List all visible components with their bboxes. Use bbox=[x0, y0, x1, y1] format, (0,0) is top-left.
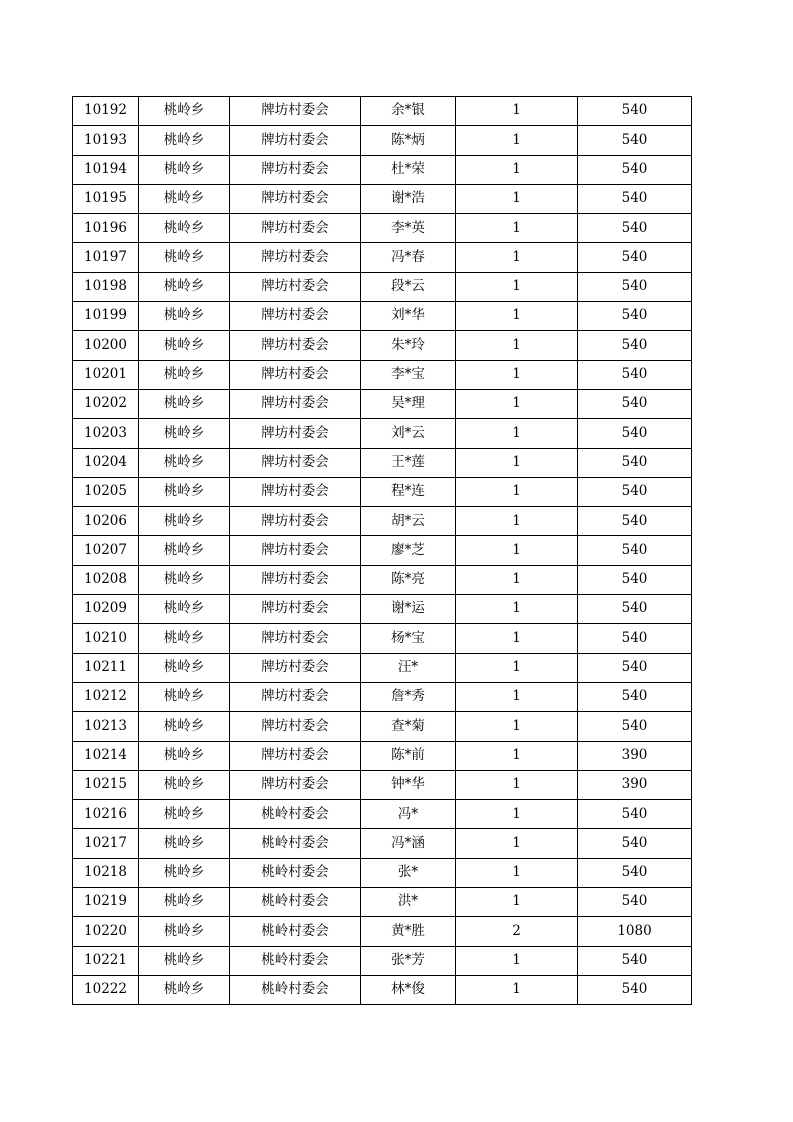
cell-amount: 540 bbox=[578, 97, 692, 126]
cell-count: 1 bbox=[456, 184, 578, 213]
cell-township: 桃岭乡 bbox=[139, 536, 230, 565]
cell-person-name: 段*云 bbox=[361, 272, 456, 301]
cell-village-committee: 牌坊村委会 bbox=[230, 419, 361, 448]
cell-count: 1 bbox=[456, 829, 578, 858]
cell-serial-number: 10194 bbox=[73, 155, 139, 184]
cell-township: 桃岭乡 bbox=[139, 214, 230, 243]
cell-township: 桃岭乡 bbox=[139, 184, 230, 213]
table-row bbox=[73, 126, 692, 155]
cell-township: 桃岭乡 bbox=[139, 97, 230, 126]
cell-count: 1 bbox=[456, 975, 578, 1004]
cell-township: 桃岭乡 bbox=[139, 272, 230, 301]
table-row bbox=[73, 184, 692, 213]
table-row bbox=[73, 653, 692, 682]
cell-count: 1 bbox=[456, 682, 578, 711]
cell-count: 1 bbox=[456, 389, 578, 418]
cell-township: 桃岭乡 bbox=[139, 741, 230, 770]
cell-person-name: 张* bbox=[361, 858, 456, 887]
cell-serial-number: 10210 bbox=[73, 624, 139, 653]
cell-village-committee: 牌坊村委会 bbox=[230, 565, 361, 594]
cell-count: 1 bbox=[456, 946, 578, 975]
cell-township: 桃岭乡 bbox=[139, 858, 230, 887]
cell-person-name: 杜*荣 bbox=[361, 155, 456, 184]
table-row bbox=[73, 888, 692, 917]
cell-amount: 540 bbox=[578, 858, 692, 887]
cell-serial-number: 10219 bbox=[73, 888, 139, 917]
cell-person-name: 谢*运 bbox=[361, 595, 456, 624]
table-row bbox=[73, 829, 692, 858]
cell-village-committee: 牌坊村委会 bbox=[230, 477, 361, 506]
cell-count: 1 bbox=[456, 448, 578, 477]
cell-township: 桃岭乡 bbox=[139, 565, 230, 594]
cell-serial-number: 10217 bbox=[73, 829, 139, 858]
cell-person-name: 刘*云 bbox=[361, 419, 456, 448]
cell-serial-number: 10204 bbox=[73, 448, 139, 477]
cell-village-committee: 桃岭村委会 bbox=[230, 800, 361, 829]
table-row bbox=[73, 243, 692, 272]
cell-amount: 540 bbox=[578, 829, 692, 858]
cell-serial-number: 10201 bbox=[73, 360, 139, 389]
table-row bbox=[73, 214, 692, 243]
cell-serial-number: 10220 bbox=[73, 917, 139, 946]
cell-person-name: 王*莲 bbox=[361, 448, 456, 477]
cell-count: 1 bbox=[456, 302, 578, 331]
cell-amount: 540 bbox=[578, 624, 692, 653]
cell-amount: 540 bbox=[578, 888, 692, 917]
table-row bbox=[73, 536, 692, 565]
cell-person-name: 程*连 bbox=[361, 477, 456, 506]
table-row bbox=[73, 331, 692, 360]
cell-village-committee: 牌坊村委会 bbox=[230, 302, 361, 331]
cell-amount: 540 bbox=[578, 536, 692, 565]
table-row bbox=[73, 712, 692, 741]
cell-township: 桃岭乡 bbox=[139, 507, 230, 536]
cell-serial-number: 10197 bbox=[73, 243, 139, 272]
cell-township: 桃岭乡 bbox=[139, 888, 230, 917]
cell-serial-number: 10198 bbox=[73, 272, 139, 301]
cell-amount: 540 bbox=[578, 595, 692, 624]
cell-person-name: 陈*亮 bbox=[361, 565, 456, 594]
table-row bbox=[73, 507, 692, 536]
cell-township: 桃岭乡 bbox=[139, 477, 230, 506]
cell-township: 桃岭乡 bbox=[139, 829, 230, 858]
cell-serial-number: 10221 bbox=[73, 946, 139, 975]
cell-amount: 540 bbox=[578, 507, 692, 536]
cell-village-committee: 牌坊村委会 bbox=[230, 155, 361, 184]
cell-serial-number: 10200 bbox=[73, 331, 139, 360]
cell-amount: 540 bbox=[578, 975, 692, 1004]
cell-count: 1 bbox=[456, 712, 578, 741]
cell-village-committee: 牌坊村委会 bbox=[230, 243, 361, 272]
cell-township: 桃岭乡 bbox=[139, 712, 230, 741]
cell-person-name: 查*菊 bbox=[361, 712, 456, 741]
table-row bbox=[73, 97, 692, 126]
table-row bbox=[73, 389, 692, 418]
cell-serial-number: 10222 bbox=[73, 975, 139, 1004]
cell-person-name: 张*芳 bbox=[361, 946, 456, 975]
cell-count: 1 bbox=[456, 155, 578, 184]
cell-serial-number: 10206 bbox=[73, 507, 139, 536]
cell-serial-number: 10209 bbox=[73, 595, 139, 624]
table-row bbox=[73, 917, 692, 946]
cell-serial-number: 10216 bbox=[73, 800, 139, 829]
cell-township: 桃岭乡 bbox=[139, 653, 230, 682]
cell-township: 桃岭乡 bbox=[139, 770, 230, 799]
cell-village-committee: 牌坊村委会 bbox=[230, 653, 361, 682]
cell-township: 桃岭乡 bbox=[139, 975, 230, 1004]
cell-count: 1 bbox=[456, 858, 578, 887]
cell-person-name: 吴*理 bbox=[361, 389, 456, 418]
cell-person-name: 陈*炳 bbox=[361, 126, 456, 155]
cell-count: 1 bbox=[456, 595, 578, 624]
table-row bbox=[73, 419, 692, 448]
cell-village-committee: 桃岭村委会 bbox=[230, 829, 361, 858]
cell-village-committee: 牌坊村委会 bbox=[230, 595, 361, 624]
cell-count: 1 bbox=[456, 360, 578, 389]
table-row bbox=[73, 448, 692, 477]
cell-serial-number: 10214 bbox=[73, 741, 139, 770]
cell-count: 1 bbox=[456, 97, 578, 126]
cell-person-name: 杨*宝 bbox=[361, 624, 456, 653]
cell-township: 桃岭乡 bbox=[139, 682, 230, 711]
cell-amount: 540 bbox=[578, 155, 692, 184]
cell-village-committee: 牌坊村委会 bbox=[230, 624, 361, 653]
cell-serial-number: 10203 bbox=[73, 419, 139, 448]
cell-amount: 540 bbox=[578, 419, 692, 448]
cell-person-name: 廖*芝 bbox=[361, 536, 456, 565]
table-row bbox=[73, 682, 692, 711]
cell-township: 桃岭乡 bbox=[139, 360, 230, 389]
cell-village-committee: 牌坊村委会 bbox=[230, 389, 361, 418]
cell-township: 桃岭乡 bbox=[139, 389, 230, 418]
cell-serial-number: 10208 bbox=[73, 565, 139, 594]
cell-count: 1 bbox=[456, 536, 578, 565]
cell-township: 桃岭乡 bbox=[139, 331, 230, 360]
cell-village-committee: 牌坊村委会 bbox=[230, 272, 361, 301]
cell-person-name: 朱*玲 bbox=[361, 331, 456, 360]
table-row bbox=[73, 477, 692, 506]
cell-village-committee: 桃岭村委会 bbox=[230, 917, 361, 946]
cell-count: 1 bbox=[456, 126, 578, 155]
cell-amount: 540 bbox=[578, 331, 692, 360]
cell-count: 1 bbox=[456, 741, 578, 770]
cell-amount: 540 bbox=[578, 682, 692, 711]
cell-serial-number: 10218 bbox=[73, 858, 139, 887]
cell-person-name: 钟*华 bbox=[361, 770, 456, 799]
cell-person-name: 刘*华 bbox=[361, 302, 456, 331]
cell-amount: 540 bbox=[578, 126, 692, 155]
cell-count: 1 bbox=[456, 272, 578, 301]
table-row bbox=[73, 302, 692, 331]
cell-count: 1 bbox=[456, 243, 578, 272]
table-row bbox=[73, 595, 692, 624]
table-row bbox=[73, 975, 692, 1004]
cell-village-committee: 桃岭村委会 bbox=[230, 888, 361, 917]
cell-count: 1 bbox=[456, 653, 578, 682]
cell-serial-number: 10196 bbox=[73, 214, 139, 243]
cell-person-name: 洪* bbox=[361, 888, 456, 917]
cell-count: 1 bbox=[456, 624, 578, 653]
cell-township: 桃岭乡 bbox=[139, 155, 230, 184]
cell-count: 1 bbox=[456, 888, 578, 917]
table-row bbox=[73, 800, 692, 829]
cell-township: 桃岭乡 bbox=[139, 448, 230, 477]
cell-person-name: 冯* bbox=[361, 800, 456, 829]
cell-serial-number: 10205 bbox=[73, 477, 139, 506]
cell-serial-number: 10192 bbox=[73, 97, 139, 126]
cell-serial-number: 10211 bbox=[73, 653, 139, 682]
cell-amount: 540 bbox=[578, 272, 692, 301]
cell-serial-number: 10202 bbox=[73, 389, 139, 418]
cell-serial-number: 10212 bbox=[73, 682, 139, 711]
cell-amount: 540 bbox=[578, 360, 692, 389]
cell-person-name: 余*银 bbox=[361, 97, 456, 126]
table-row bbox=[73, 741, 692, 770]
cell-amount: 540 bbox=[578, 214, 692, 243]
cell-person-name: 詹*秀 bbox=[361, 682, 456, 711]
cell-person-name: 李*宝 bbox=[361, 360, 456, 389]
cell-count: 1 bbox=[456, 507, 578, 536]
table-row bbox=[73, 624, 692, 653]
cell-township: 桃岭乡 bbox=[139, 126, 230, 155]
cell-township: 桃岭乡 bbox=[139, 419, 230, 448]
cell-amount: 540 bbox=[578, 477, 692, 506]
roster-table-body bbox=[73, 97, 692, 1005]
cell-village-committee: 桃岭村委会 bbox=[230, 858, 361, 887]
cell-count: 1 bbox=[456, 331, 578, 360]
cell-amount: 540 bbox=[578, 243, 692, 272]
cell-township: 桃岭乡 bbox=[139, 917, 230, 946]
cell-amount: 540 bbox=[578, 448, 692, 477]
cell-township: 桃岭乡 bbox=[139, 624, 230, 653]
cell-count: 1 bbox=[456, 214, 578, 243]
cell-village-committee: 牌坊村委会 bbox=[230, 536, 361, 565]
cell-village-committee: 牌坊村委会 bbox=[230, 214, 361, 243]
table-row bbox=[73, 272, 692, 301]
cell-person-name: 汪* bbox=[361, 653, 456, 682]
cell-amount: 540 bbox=[578, 302, 692, 331]
cell-count: 1 bbox=[456, 419, 578, 448]
cell-amount: 540 bbox=[578, 184, 692, 213]
cell-village-committee: 牌坊村委会 bbox=[230, 331, 361, 360]
cell-serial-number: 10195 bbox=[73, 184, 139, 213]
table-row bbox=[73, 946, 692, 975]
cell-village-committee: 牌坊村委会 bbox=[230, 97, 361, 126]
cell-village-committee: 牌坊村委会 bbox=[230, 741, 361, 770]
cell-person-name: 林*俊 bbox=[361, 975, 456, 1004]
cell-count: 1 bbox=[456, 800, 578, 829]
cell-person-name: 陈*前 bbox=[361, 741, 456, 770]
cell-amount: 1080 bbox=[578, 917, 692, 946]
cell-village-committee: 牌坊村委会 bbox=[230, 682, 361, 711]
table-row bbox=[73, 155, 692, 184]
cell-count: 1 bbox=[456, 770, 578, 799]
cell-person-name: 黄*胜 bbox=[361, 917, 456, 946]
table-row bbox=[73, 565, 692, 594]
cell-village-committee: 牌坊村委会 bbox=[230, 507, 361, 536]
table-row bbox=[73, 858, 692, 887]
cell-village-committee: 牌坊村委会 bbox=[230, 712, 361, 741]
cell-amount: 540 bbox=[578, 389, 692, 418]
cell-village-committee: 牌坊村委会 bbox=[230, 448, 361, 477]
cell-serial-number: 10193 bbox=[73, 126, 139, 155]
cell-village-committee: 桃岭村委会 bbox=[230, 975, 361, 1004]
cell-township: 桃岭乡 bbox=[139, 302, 230, 331]
cell-person-name: 谢*浩 bbox=[361, 184, 456, 213]
cell-township: 桃岭乡 bbox=[139, 595, 230, 624]
cell-township: 桃岭乡 bbox=[139, 243, 230, 272]
table-row bbox=[73, 770, 692, 799]
cell-person-name: 冯*春 bbox=[361, 243, 456, 272]
cell-village-committee: 牌坊村委会 bbox=[230, 184, 361, 213]
cell-amount: 540 bbox=[578, 565, 692, 594]
cell-village-committee: 牌坊村委会 bbox=[230, 126, 361, 155]
cell-person-name: 冯*涵 bbox=[361, 829, 456, 858]
cell-village-committee: 牌坊村委会 bbox=[230, 360, 361, 389]
cell-person-name: 胡*云 bbox=[361, 507, 456, 536]
table-row bbox=[73, 360, 692, 389]
cell-amount: 540 bbox=[578, 653, 692, 682]
cell-count: 1 bbox=[456, 565, 578, 594]
cell-person-name: 李*英 bbox=[361, 214, 456, 243]
cell-amount: 540 bbox=[578, 946, 692, 975]
cell-township: 桃岭乡 bbox=[139, 800, 230, 829]
roster-table bbox=[72, 96, 692, 1005]
cell-amount: 540 bbox=[578, 800, 692, 829]
cell-count: 1 bbox=[456, 477, 578, 506]
cell-village-committee: 牌坊村委会 bbox=[230, 770, 361, 799]
cell-township: 桃岭乡 bbox=[139, 946, 230, 975]
cell-amount: 540 bbox=[578, 712, 692, 741]
cell-amount: 390 bbox=[578, 741, 692, 770]
cell-amount: 390 bbox=[578, 770, 692, 799]
cell-serial-number: 10215 bbox=[73, 770, 139, 799]
cell-serial-number: 10207 bbox=[73, 536, 139, 565]
cell-serial-number: 10213 bbox=[73, 712, 139, 741]
cell-serial-number: 10199 bbox=[73, 302, 139, 331]
cell-count: 2 bbox=[456, 917, 578, 946]
cell-village-committee: 桃岭村委会 bbox=[230, 946, 361, 975]
